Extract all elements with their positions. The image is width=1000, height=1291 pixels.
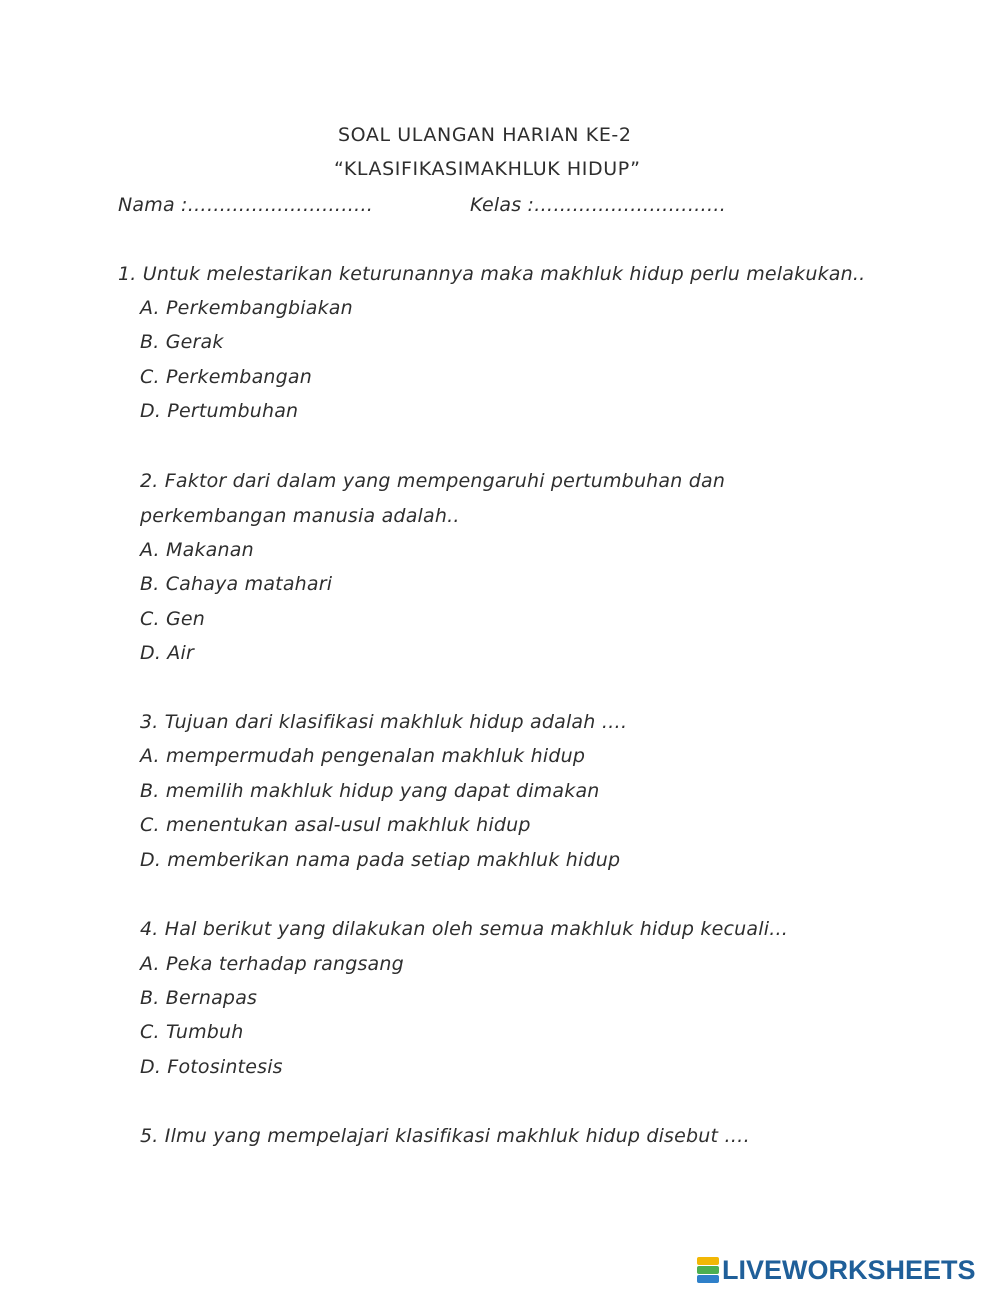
liveworksheets-logo-icon — [697, 1257, 719, 1283]
liveworksheets-logo — [697, 1255, 976, 1285]
worksheet-subtitle: “KLASIFIKASIMAKHLUK HIDUP” — [334, 158, 641, 180]
question-4-option-d: D. Fotosintesis — [140, 1056, 283, 1078]
question-2-option-b: B. Cahaya matahari — [140, 573, 333, 595]
question-4-text: 4. Hal berikut yang dilakukan oleh semua makhluk hidup kecuali... — [140, 918, 788, 940]
question-4-option-a: A. Peka terhadap rangsang — [140, 953, 404, 975]
question-3-text: 3. Tujuan dari klasifikasi makhluk hidup adalah …. — [140, 711, 628, 733]
worksheet-title: SOAL ULANGAN HARIAN KE-2 — [338, 124, 632, 146]
question-3-option-d: D. memberikan nama pada setiap makhluk hidup — [140, 849, 621, 871]
question-3-option-b: B. memilih makhluk hidup yang dapat dimakan — [140, 780, 600, 802]
question-4-option-b: B. Bernapas — [140, 987, 258, 1009]
question-4-option-c: C. Tumbuh — [140, 1021, 244, 1043]
question-2-option-c: C. Gen — [140, 608, 206, 630]
question-1-option-c: C. Perkembangan — [140, 366, 312, 388]
nama-field: Nama :……………………….. — [118, 194, 373, 216]
question-1-text: 1. Untuk melestarikan keturunannya maka makhluk hidup perlu melakukan.. — [118, 263, 866, 285]
kelas-field: Kelas :………………………… — [470, 194, 727, 216]
question-3-option-a: A. mempermudah pengenalan makhluk hidup — [140, 745, 586, 767]
question-1-option-a: A. Perkembangbiakan — [140, 297, 353, 319]
question-5-text: 5. Ilmu yang mempelajari klasifikasi makhluk hidup disebut …. — [140, 1125, 750, 1147]
question-2-option-a: A. Makanan — [140, 539, 254, 561]
question-1-option-d: D. Pertumbuhan — [140, 400, 299, 422]
question-3-option-c: C. menentukan asal-usul makhluk hidup — [140, 814, 531, 836]
question-2-text-cont: perkembangan manusia adalah.. — [140, 505, 460, 527]
question-2-option-d: D. Air — [140, 642, 194, 664]
liveworksheets-logo-text: LIVEWORKSHEETS — [722, 1254, 976, 1285]
question-1-option-b: B. Gerak — [140, 331, 224, 353]
question-2-text: 2. Faktor dari dalam yang mempengaruhi pertumbuhan dan — [140, 470, 726, 492]
